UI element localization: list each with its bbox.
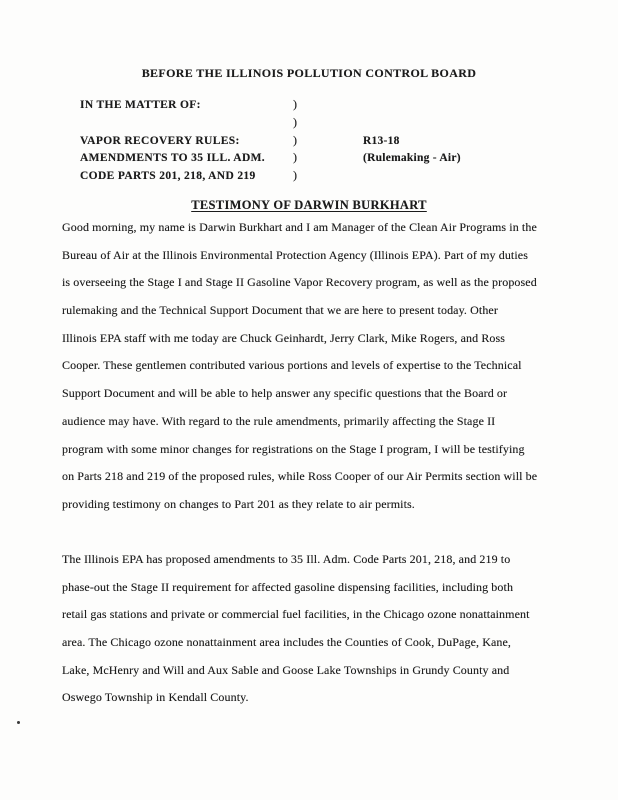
document-title-text: TESTIMONY OF DARWIN BURKHART xyxy=(191,198,427,212)
text-line: area. The Chicago ozone nonattainment area includes the Counties of Cook, DuPage, Kane, xyxy=(62,635,512,650)
docket-number: R13-18 xyxy=(363,134,400,147)
text-line: Oswego Township in Kendall County. xyxy=(62,690,249,705)
caption-row xyxy=(80,168,530,186)
caption-left-text: IN THE MATTER OF: xyxy=(80,99,201,111)
caption-row xyxy=(80,133,530,151)
text-line: Good morning, my name is Darwin Burkhart and I am Manager of the Clean Air Programs in the xyxy=(62,220,537,234)
text-line: rulemaking and the Technical Support Document that we are here to present today. Other xyxy=(62,303,498,318)
paren-mark: ) xyxy=(293,132,297,147)
text-line: Illinois EPA staff with me today are Chuck Geinhardt, Jerry Clark, Mike Rogers, and Ross xyxy=(62,330,506,345)
paren-mark: ) xyxy=(293,168,297,183)
caption-left-text: AMENDMENTS TO 35 ILL. ADM. xyxy=(80,152,266,165)
paren-mark: ) xyxy=(293,97,297,111)
text-line: Bureau of Air at the Illinois Environmental Protection Agency (Illinois EPA). Part of my duties xyxy=(62,247,528,262)
text-line: Lake, McHenry and Will and Aux Sable and Goose Lake Townships in Grundy County and xyxy=(62,662,510,677)
text-line: retail gas stations and private or commercial fuel facilities, in the Chicago ozone nonattainment xyxy=(62,607,530,622)
text-line: providing testimony on changes to Part 201 as they relate to air permits. xyxy=(62,496,415,511)
text-line: The Illinois EPA has proposed amendments to 35 Ill. Adm. Code Parts 201, 218, and 219 to xyxy=(62,552,511,566)
text-line: on Parts 218 and 219 of the proposed rules, while Ross Cooper of our Air Permits section will be xyxy=(62,469,538,484)
text-line: is overseeing the Stage I and Stage II Gasoline Vapor Recovery program, as well as the proposed xyxy=(62,275,537,290)
paren-mark: ) xyxy=(293,114,297,129)
text-line: program with some minor changes for registrations on the Stage I program, I will be testifying xyxy=(62,441,525,456)
scan-artifact-dot xyxy=(17,721,20,724)
paren-mark: ) xyxy=(293,150,297,165)
court-header: BEFORE THE ILLINOIS POLLUTION CONTROL BOARD xyxy=(141,66,477,80)
caption-row xyxy=(80,97,530,115)
caption-row xyxy=(80,115,530,133)
text-line: audience may have. With regard to the rule amendments, primarily affecting the Stage II xyxy=(62,413,496,428)
paragraph-1 xyxy=(62,214,562,519)
case-caption-block xyxy=(80,97,530,186)
document-title xyxy=(0,196,618,214)
caption-left-text: CODE PARTS 201, 218, AND 219 xyxy=(80,170,256,183)
caption-left-text: VAPOR RECOVERY RULES: xyxy=(80,134,240,147)
text-line: phase-out the Stage II requirement for affected gasoline dispensing facilities, including both xyxy=(62,579,514,594)
caption-row xyxy=(80,150,530,168)
paragraph-2 xyxy=(62,546,562,712)
text-line: Cooper. These gentlemen contributed various portions and levels of expertise to the Technical xyxy=(62,358,522,373)
text-line: Support Document and will be able to help answer any specific questions that the Board or xyxy=(62,386,508,401)
docket-type: (Rulemaking - Air) xyxy=(363,152,461,165)
